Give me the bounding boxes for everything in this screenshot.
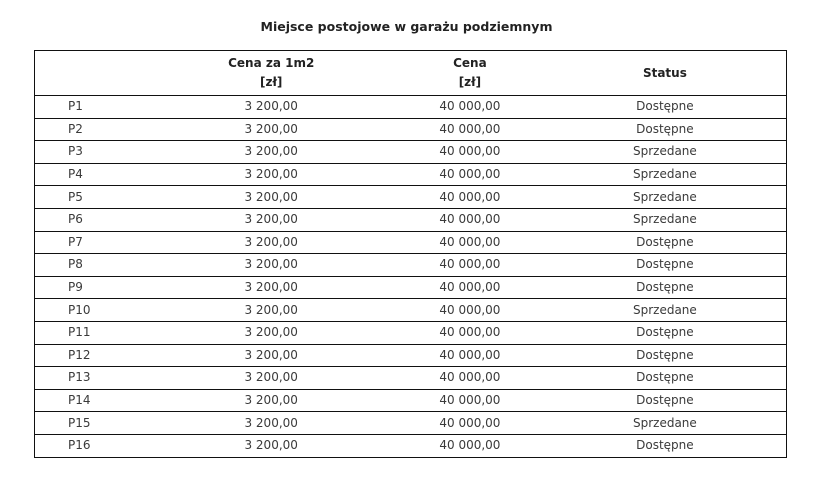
cell-id: P2	[35, 118, 147, 141]
cell-id: P5	[35, 186, 147, 209]
table-row	[35, 321, 787, 344]
cell-price: 40 000,00	[396, 208, 544, 231]
cell-price-per-m2: 3 200,00	[146, 299, 396, 322]
cell-price-per-m2: 3 200,00	[146, 254, 396, 277]
cell-id: P6	[35, 208, 147, 231]
cell-price: 40 000,00	[439, 438, 501, 453]
cell-price: 40 000,00	[396, 163, 544, 186]
cell-id: P3	[35, 141, 147, 164]
header-line: Cena za 1m2	[228, 56, 315, 70]
header-line: Status	[642, 65, 687, 80]
cell-status: Dostępne	[544, 118, 787, 141]
cell-price-per-m2: 3 200,00	[146, 231, 396, 254]
header-id	[35, 51, 147, 96]
cell-status: Sprzedane	[544, 412, 787, 435]
cell-id: P12	[35, 344, 147, 367]
cell-price-per-m2: 3 200,00	[146, 141, 396, 164]
cell-status: Dostępne	[544, 389, 787, 412]
cell-id: P1	[35, 96, 147, 119]
table-row	[35, 344, 787, 367]
cell-price-per-m2: 3 200,00	[146, 389, 396, 412]
header-status	[544, 51, 787, 96]
cell-status: Dostępne	[544, 321, 787, 344]
cell-status: Dostępne	[544, 344, 787, 367]
cell-status: Dostępne	[544, 96, 787, 119]
cell-id: P13	[35, 367, 147, 390]
table-row	[35, 118, 787, 141]
cell-price-per-m2: 3 200,00	[146, 186, 396, 209]
cell-price-per-m2: 3 200,00	[146, 344, 396, 367]
cell-id: P15	[35, 412, 147, 435]
cell-price: 40 000,00	[396, 367, 544, 390]
header-price-per-m2	[146, 51, 396, 96]
cell-status: Dostępne	[544, 276, 787, 299]
table-row	[35, 367, 787, 390]
header-price	[396, 51, 544, 96]
cell-price: 40 000,00	[396, 186, 544, 209]
cell-price-per-m2: 3 200,00	[146, 367, 396, 390]
cell-price: 40 000,00	[396, 321, 544, 344]
cell-price: 40 000,00	[396, 412, 544, 435]
cell-id: P16	[68, 438, 91, 453]
cell-id: P14	[35, 389, 147, 412]
cell-status: Dostępne	[544, 231, 787, 254]
cell-price: 40 000,00	[396, 141, 544, 164]
table-row	[35, 299, 787, 322]
table-row	[35, 231, 787, 254]
cell-price-per-m2: 3 200,00	[146, 208, 396, 231]
table-row	[35, 208, 787, 231]
cell-price-per-m2: 3 200,00	[146, 163, 396, 186]
cell-price: 40 000,00	[396, 96, 544, 119]
cell-price: 40 000,00	[396, 344, 544, 367]
cell-price-per-m2: 3 200,00	[146, 118, 396, 141]
cell-id: P7	[35, 231, 147, 254]
cell-status: Sprzedane	[544, 186, 787, 209]
header-unit: [zł]	[259, 75, 283, 89]
table-row	[35, 96, 787, 119]
cell-price: 40 000,00	[396, 254, 544, 277]
table-row	[35, 412, 787, 435]
cell-id: P11	[35, 321, 147, 344]
cell-id: P10	[35, 299, 147, 322]
cell-id: P8	[35, 254, 147, 277]
cell-price: 40 000,00	[396, 276, 544, 299]
table-row	[35, 434, 787, 457]
cell-price: 40 000,00	[396, 299, 544, 322]
table-row	[35, 186, 787, 209]
table-row	[35, 141, 787, 164]
table-row	[35, 163, 787, 186]
cell-price-per-m2: 3 200,00	[146, 276, 396, 299]
table-row	[35, 276, 787, 299]
cell-status: Sprzedane	[544, 208, 787, 231]
cell-price-per-m2: 3 200,00	[146, 412, 396, 435]
table-row	[35, 254, 787, 277]
table-row	[35, 389, 787, 412]
cell-status: Sprzedane	[544, 299, 787, 322]
parking-spaces-table	[34, 50, 787, 458]
cell-status: Dostępne	[544, 367, 787, 390]
cell-status: Sprzedane	[544, 163, 787, 186]
cell-price-per-m2: 3 200,00	[244, 438, 298, 453]
cell-price: 40 000,00	[396, 118, 544, 141]
cell-status: Sprzedane	[544, 141, 787, 164]
cell-status: Dostępne	[636, 438, 694, 453]
header-unit: [zł]	[458, 75, 482, 89]
cell-price: 40 000,00	[396, 389, 544, 412]
cell-id: P9	[35, 276, 147, 299]
cell-price: 40 000,00	[396, 231, 544, 254]
cell-id: P4	[35, 163, 147, 186]
header-row	[35, 51, 787, 96]
table-title: Miejsce postojowe w garażu podziemnym	[260, 19, 553, 34]
cell-price-per-m2: 3 200,00	[146, 96, 396, 119]
cell-status: Dostępne	[544, 254, 787, 277]
cell-price-per-m2: 3 200,00	[146, 321, 396, 344]
header-line: Cena	[453, 56, 487, 70]
